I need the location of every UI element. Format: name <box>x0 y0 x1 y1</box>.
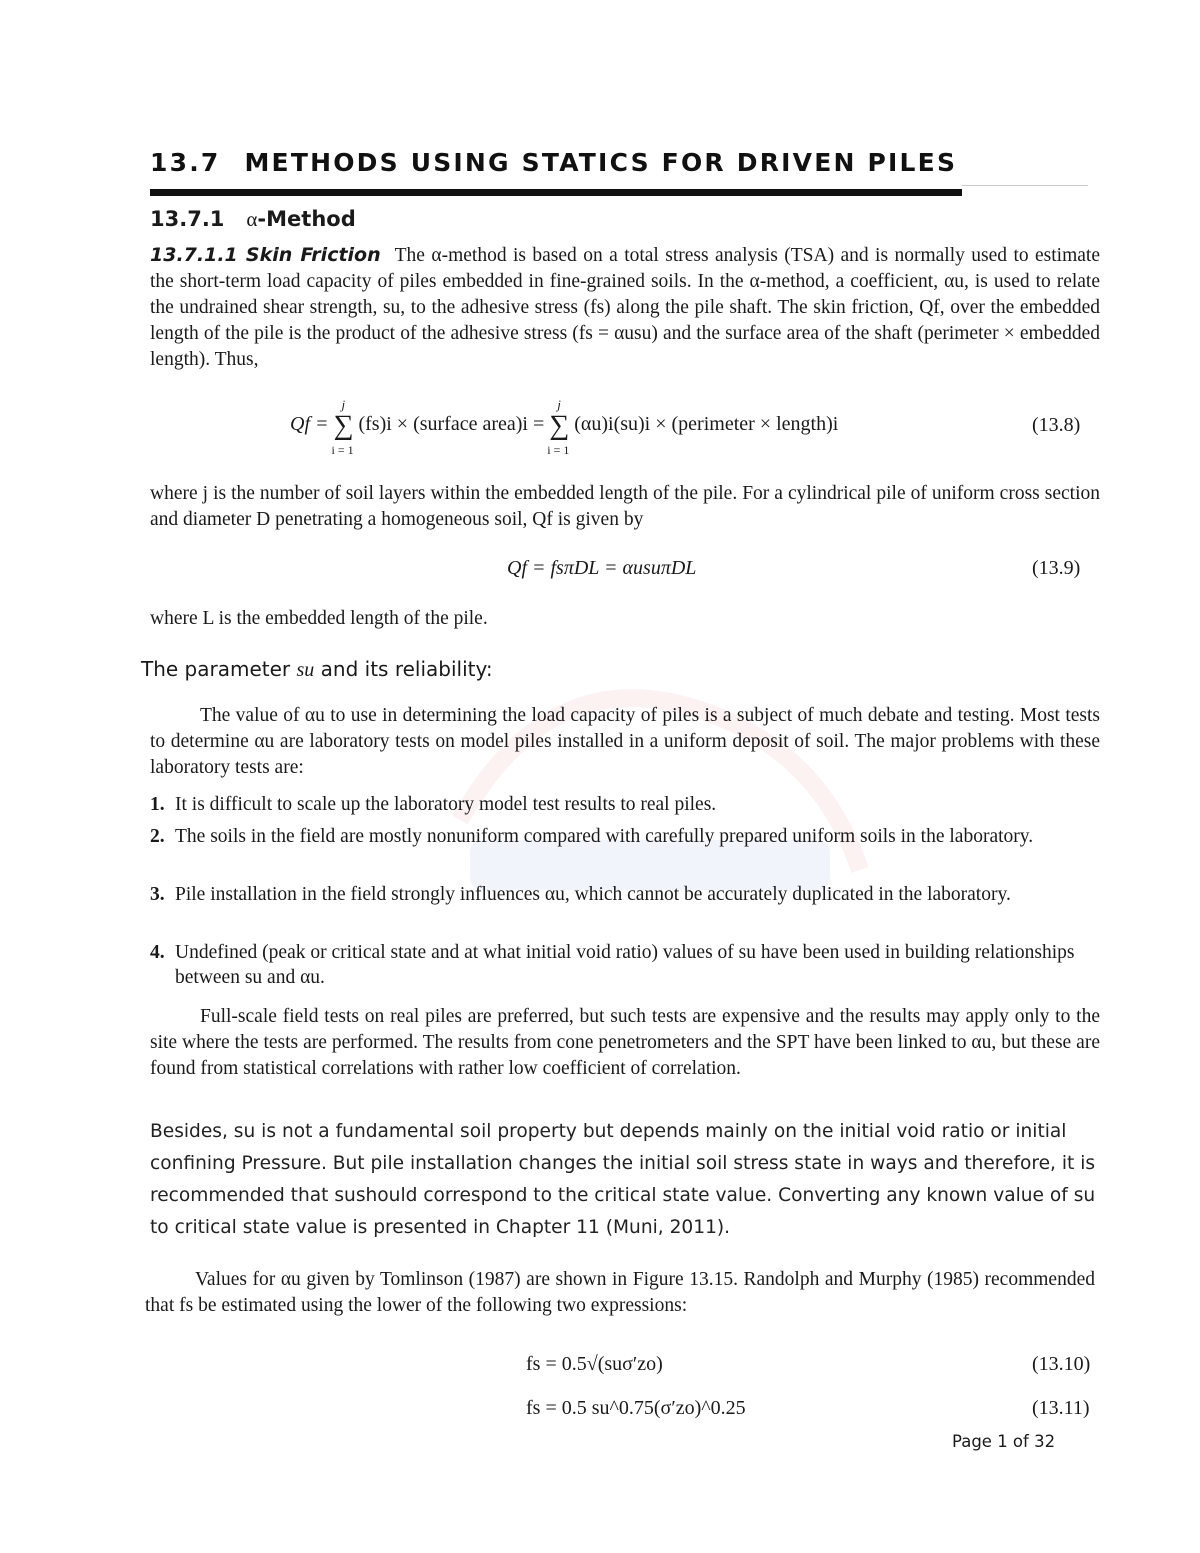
equation-number-13-10: (13.10) <box>1032 1353 1091 1375</box>
equation-13-11: fs = 0.5 su^0.75(σ′zo)^0.25 <box>526 1397 746 1419</box>
where-j-paragraph: where j is the number of soil layers within the embedded length of the pile. For a cylindrical pile of uniform cross section and diameter D penetrating a homogeneous soil, Qf is given by <box>150 483 1100 530</box>
equation-13-10: fs = 0.5√(suσ′zo) <box>526 1353 663 1375</box>
subsection-heading <box>150 207 356 232</box>
su-symbol: su <box>296 659 315 681</box>
section-number: 13.7 <box>150 148 221 177</box>
heading-rule <box>150 189 962 196</box>
besides-paragraph: Besides, su is not a fundamental soil property but depends mainly on the initial void ratio or initial confining Pressure. But pile installation changes the initial soil stress state in ways and therefore, it is recommended that sushould correspond to the critical state value. Converting any known value of su to critical state value is presented in Chapter 11 (Muni, 2011). <box>150 1121 1096 1238</box>
skin-friction-lead: 13.7.1.1 Skin Friction <box>150 244 381 266</box>
eq-13-8-term1: (fs)i × (surface area)i = <box>358 413 550 435</box>
equation-13-9: Qf = fsπDL = αusuπDL <box>507 557 697 579</box>
heading-rule-thin <box>962 185 1088 186</box>
fullscale-paragraph: Full-scale field tests on real piles are preferred, but such tests are expensive and the results may apply only to the site where the tests are performed. The results from cone penetrometers and the SPT have been linked to αu, but these are found from statistical correlations with rather low coefficient of correlation. <box>150 1006 1100 1079</box>
reliability-heading: The parameter su and its reliability: <box>141 657 493 681</box>
eq-13-8-term2: (αu)i(su)i × (perimeter × length)i <box>574 413 839 435</box>
list-item: 2. The soils in the field are mostly nonuniform compared with carefully prepared uniform soils in the laboratory. <box>150 826 1034 847</box>
eq-13-8-lhs: Qf = <box>290 413 334 435</box>
list-item: 1. It is difficult to scale up the laboratory model test results to real piles. <box>150 794 717 815</box>
equation-number-13-11: (13.11) <box>1032 1397 1090 1419</box>
subsection-title: -Method <box>257 207 356 231</box>
summation-icon: ∑ j i = 1 <box>331 397 354 457</box>
values-paragraph: Values for αu given by Tomlinson (1987) are shown in Figure 13.15. Randolph and Murphy (1985) recommended that fs be estimated using the lower of the following two expressions: <box>145 1269 1095 1316</box>
list-item: 3. Pile installation in the field strongly influences αu, which cannot be accurately duplicated in the laboratory. <box>150 884 1011 905</box>
subsection-number: 13.7.1 <box>150 207 225 231</box>
where-l-paragraph: where L is the embedded length of the pile. <box>150 608 488 629</box>
skin-friction-paragraph <box>150 242 1100 373</box>
list-item: 4. Undefined (peak or critical state and at what initial void ratio) values of su have been used in building relationships between su and αu. <box>150 942 1075 988</box>
summation-icon: ∑ j i = 1 <box>547 397 570 457</box>
equation-number-13-8: (13.8) <box>1032 414 1081 436</box>
equation-number-13-9: (13.9) <box>1032 557 1081 579</box>
alpha-symbol: α <box>246 207 258 231</box>
section-title: METHODS USING STATICS FOR DRIVEN PILES <box>244 148 958 177</box>
value-paragraph: The value of αu to use in determining the load capacity of piles is a subject of much debate and testing. Most tests to determine αu are laboratory tests on model piles installed in a uniform deposit of soil. The major problems with these laboratory tests are: <box>150 705 1100 778</box>
equation-13-8 <box>290 397 839 457</box>
page-footer: Page 1 of 32 <box>952 1432 1056 1451</box>
section-heading <box>150 148 957 177</box>
skin-friction-text: The α-method is based on a total stress analysis (TSA) and is normally used to estimate the short-term load capacity of piles embedded in fine-grained soils. In the α-method, a coefficient, αu, is used to relate the undrained shear strength, su, to the adhesive stress (fs) along the pile shaft. The skin friction, Qf, over the embedded length of the pile is the product of the adhesive stress (fs = αusu) and the surface area of the shaft (perimeter × embedded length). Thus, <box>150 245 1100 370</box>
